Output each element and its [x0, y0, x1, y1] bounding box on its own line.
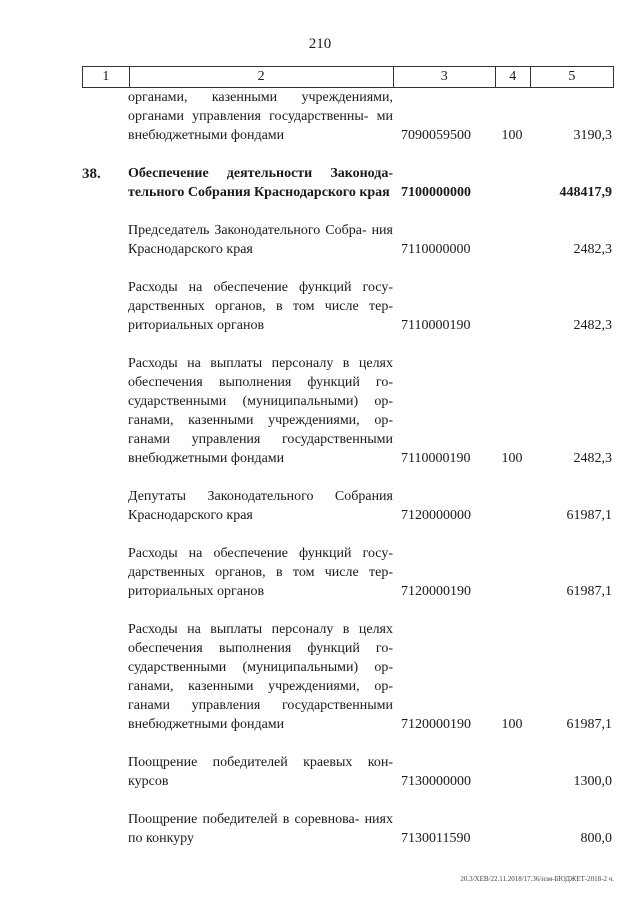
row-name: Поощрение победителей в соревнова- ниях по конкуру: [128, 812, 393, 846]
header-col-4: 4: [496, 67, 531, 87]
header-col-1: 1: [83, 67, 130, 87]
row-code: 7090059500: [401, 128, 471, 143]
row-code: 7120000190: [401, 717, 471, 732]
page-number: 210: [308, 36, 332, 52]
row-amount: 800,0: [580, 831, 612, 846]
row-amount: 2482,3: [573, 318, 612, 333]
row-amount: 61987,1: [566, 508, 612, 523]
row-amount: 61987,1: [566, 717, 612, 732]
row-name: Расходы на выплаты персоналу в целях обеспечения выполнения функций го- сударственными (муниципальными) ор- ганами, казенными учреждениями, ор- ганами управления государственными внебюджетными фондами: [128, 622, 393, 732]
row-amount: 2482,3: [573, 242, 612, 257]
row-number: [82, 620, 128, 622]
row-number: [82, 354, 128, 356]
table-row: [82, 164, 612, 202]
row-code: 7110000190: [401, 318, 471, 333]
row-code: 7110000000: [401, 242, 471, 257]
header-col-5: 5: [568, 69, 576, 84]
row-code: 7120000190: [401, 584, 471, 599]
row-type: 100: [501, 451, 523, 466]
row-name: Расходы на выплаты персоналу в целях обеспечения выполнения функций го- сударственными (муниципальными) ор- ганами, казенными учреждениями, ор- ганами управления государственными внебюджетными фондами: [128, 356, 393, 466]
table-row: [82, 753, 612, 791]
table-row: [82, 278, 612, 335]
row-number: [82, 810, 128, 812]
header-col-2: 2: [130, 67, 394, 87]
row-type: 100: [501, 717, 523, 732]
row-name: Расходы на обеспечение функций госу- дарственных органов, в том числе тер- риториальных органов: [128, 280, 393, 333]
row-amount: 448417,9: [559, 185, 612, 200]
row-amount: 1300,0: [573, 774, 612, 789]
table-row: [82, 487, 612, 525]
row-code: 7130000000: [401, 774, 471, 789]
header-col-3: 3: [394, 67, 496, 87]
row-name: Расходы на обеспечение функций госу- дарственных органов, в том числе тер- риториальных органов: [128, 546, 393, 599]
table-row: [82, 221, 612, 259]
row-code: 7120000000: [401, 508, 471, 523]
row-name: Председатель Законодательного Собра- ния Краснодарского края: [128, 223, 393, 257]
row-name: Поощрение победителей краевых кон- курсов: [128, 755, 393, 789]
row-number: [82, 544, 128, 546]
row-amount: 2482,3: [573, 451, 612, 466]
row-number: [82, 278, 128, 280]
row-type: 100: [501, 128, 523, 143]
row-name: Обеспечение деятельности Законода- тельного Собрания Краснодарского края: [128, 166, 393, 200]
footer-stamp: 20.3/ХЕВ/22.11.2018/17.36/изм-БЮДЖЕТ-2018-2 ч.: [460, 875, 614, 883]
row-name: Депутаты Законодательного Собрания Краснодарского края: [128, 489, 393, 523]
row-number: [82, 221, 128, 223]
row-amount: 61987,1: [566, 584, 612, 599]
row-code: 7130011590: [401, 831, 471, 846]
row-number: [82, 487, 128, 489]
row-number: [82, 753, 128, 755]
row-number: [82, 88, 128, 90]
row-code: 7100000000: [401, 185, 471, 200]
table-row: [82, 354, 612, 468]
table-row: [82, 88, 612, 145]
table-row: [82, 810, 612, 848]
table-row: [82, 544, 612, 601]
row-name: органами, казенными учреждениями, органами управления государственны- ми внебюджетными фондами: [128, 90, 393, 143]
row-amount: 3190,3: [573, 128, 612, 143]
row-number: 38.: [82, 166, 101, 182]
table-header: [82, 66, 614, 88]
row-code: 7110000190: [401, 451, 471, 466]
budget-table: [82, 88, 612, 848]
table-row: [82, 620, 612, 734]
